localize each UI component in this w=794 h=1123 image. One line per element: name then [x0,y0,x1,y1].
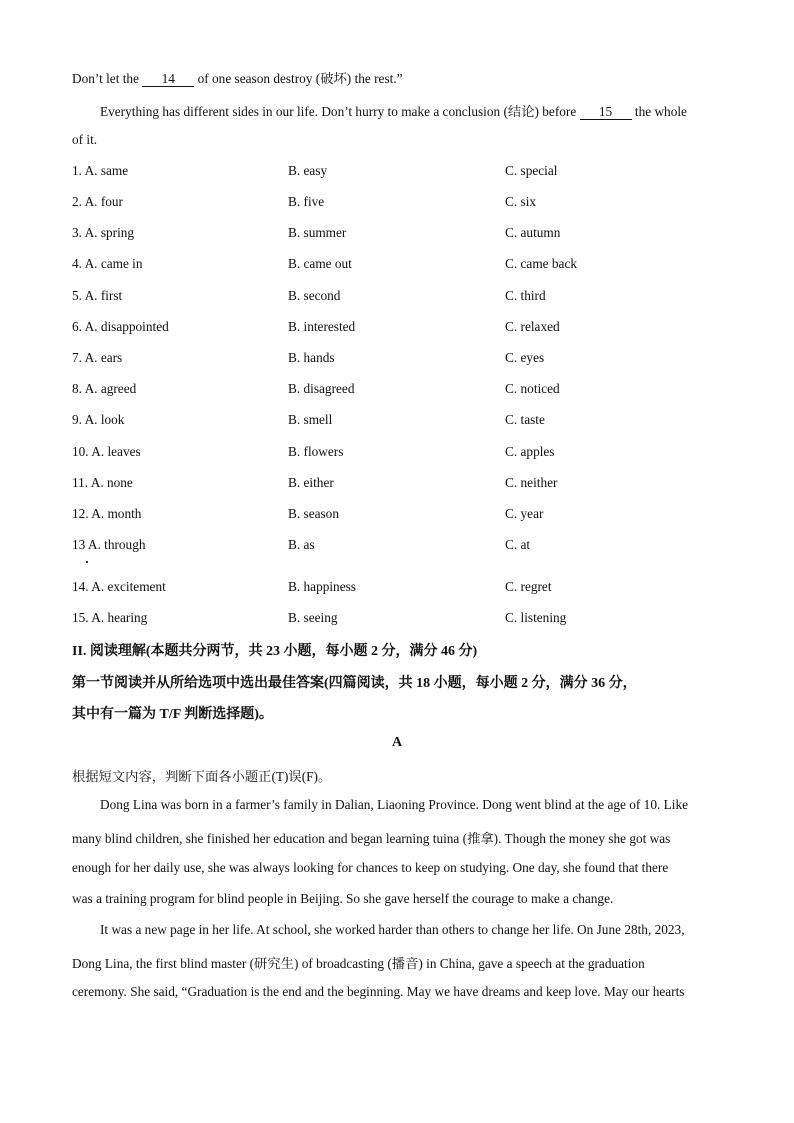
option-b: B. either [288,475,334,490]
option-a: 5. A. first [72,288,123,303]
reading-line: was a training program for blind people in Beijing. So she gave herself the courage to make a change. [72,891,614,906]
option-row [72,163,722,181]
stray-dot [86,561,88,563]
option-row [72,506,722,524]
option-row [72,537,722,555]
option-row [72,194,722,212]
reading-line: ceremony. She said, “Graduation is the end and the beginning. May we have dreams and keep love. May our hearts [72,984,685,999]
option-c: C. third [505,288,546,303]
option-b: B. as [288,537,315,552]
option-row [72,381,722,399]
option-c: C. came back [505,256,577,271]
reading-line: It was a new page in her life. At school, she worked harder than others to change her life. On June 28th, 2023, [100,922,685,937]
option-row [72,444,722,462]
option-c: C. at [505,537,531,552]
section-subheading: 其中有一篇为 T/F 判断选择题)。 [72,707,273,722]
passage-line-2 [100,101,687,120]
option-b: B. interested [288,319,356,334]
option-c: C. eyes [505,350,545,365]
option-a: 8. A. agreed [72,381,137,396]
blank-15: 15 [580,105,632,120]
option-c: C. noticed [505,381,560,396]
option-a: 1. A. same [72,163,129,178]
instruction: 根据短文内容，判断下面各小题正(T)误(F)。 [72,769,332,784]
passage-line-1 [72,68,403,87]
option-b: B. second [288,288,341,303]
reading-line: Dong Lina, the first blind master (研究生) of broadcasting (播音) in China, gave a speech at the graduation [72,956,645,971]
option-c: C. listening [505,610,567,625]
option-b: B. season [288,506,339,521]
passage-text: the whole [634,104,687,119]
option-a: 15. A. hearing [72,610,148,625]
option-row [72,256,722,274]
option-a: 10. A. leaves [72,444,141,459]
option-a: 13 A. through [72,537,146,552]
option-a: 6. A. disappointed [72,319,169,334]
option-b: B. disagreed [288,381,355,396]
reading-line: many blind children, she finished her education and began learning tuina (推拿). Though the money she got was [72,831,671,846]
option-b: B. hands [288,350,335,365]
passage-text: of one season destroy (破坏) the rest.” [197,71,403,86]
blank-14: 14 [142,72,194,87]
option-c: C. six [505,194,537,209]
option-row [72,288,722,306]
option-b: B. came out [288,256,352,271]
option-a: 2. A. four [72,194,123,209]
option-a: 11. A. none [72,475,133,490]
option-c: C. relaxed [505,319,560,334]
option-c: C. neither [505,475,558,490]
option-b: B. flowers [288,444,344,459]
section-subheading: 第一节阅读并从所给选项中选出最佳答案(四篇阅读，共 18 小题，每小题 2 分，满分 36 分， [72,676,637,691]
option-row [72,412,722,430]
option-row [72,225,722,243]
reading-line: Dong Lina was born in a farmer’s family in Dalian, Liaoning Province. Dong went blind at the age of 10. Like [100,797,688,812]
option-row [72,475,722,493]
passage-line-3: of it. [72,132,98,147]
option-a: 12. A. month [72,506,142,521]
option-b: B. seeing [288,610,338,625]
option-c: C. autumn [505,225,561,240]
option-b: B. five [288,194,325,209]
option-b: B. summer [288,225,347,240]
option-row [72,579,722,597]
part-label: A [391,735,403,750]
option-b: B. happiness [288,579,356,594]
passage-text: Don’t let the [72,71,139,86]
option-a: 7. A. ears [72,350,123,365]
reading-line: enough for her daily use, she was always looking for chances to keep on studying. One day, she found that there [72,860,669,875]
option-c: C. taste [505,412,545,427]
passage-text: Everything has different sides in our life. Don’t hurry to make a conclusion (结论) before [100,104,577,119]
option-c: C. year [505,506,544,521]
option-a: 9. A. look [72,412,125,427]
section-heading: II. 阅读理解(本题共分两节，共 23 小题，每小题 2 分，满分 46 分) [72,644,478,659]
option-row [72,319,722,337]
option-c: C. regret [505,579,552,594]
option-c: C. apples [505,444,555,459]
option-row [72,610,722,628]
option-a: 3. A. spring [72,225,135,240]
option-a: 14. A. excitement [72,579,166,594]
option-b: B. smell [288,412,333,427]
option-c: C. special [505,163,558,178]
option-b: B. easy [288,163,328,178]
option-row [72,350,722,368]
option-a: 4. A. came in [72,256,143,271]
